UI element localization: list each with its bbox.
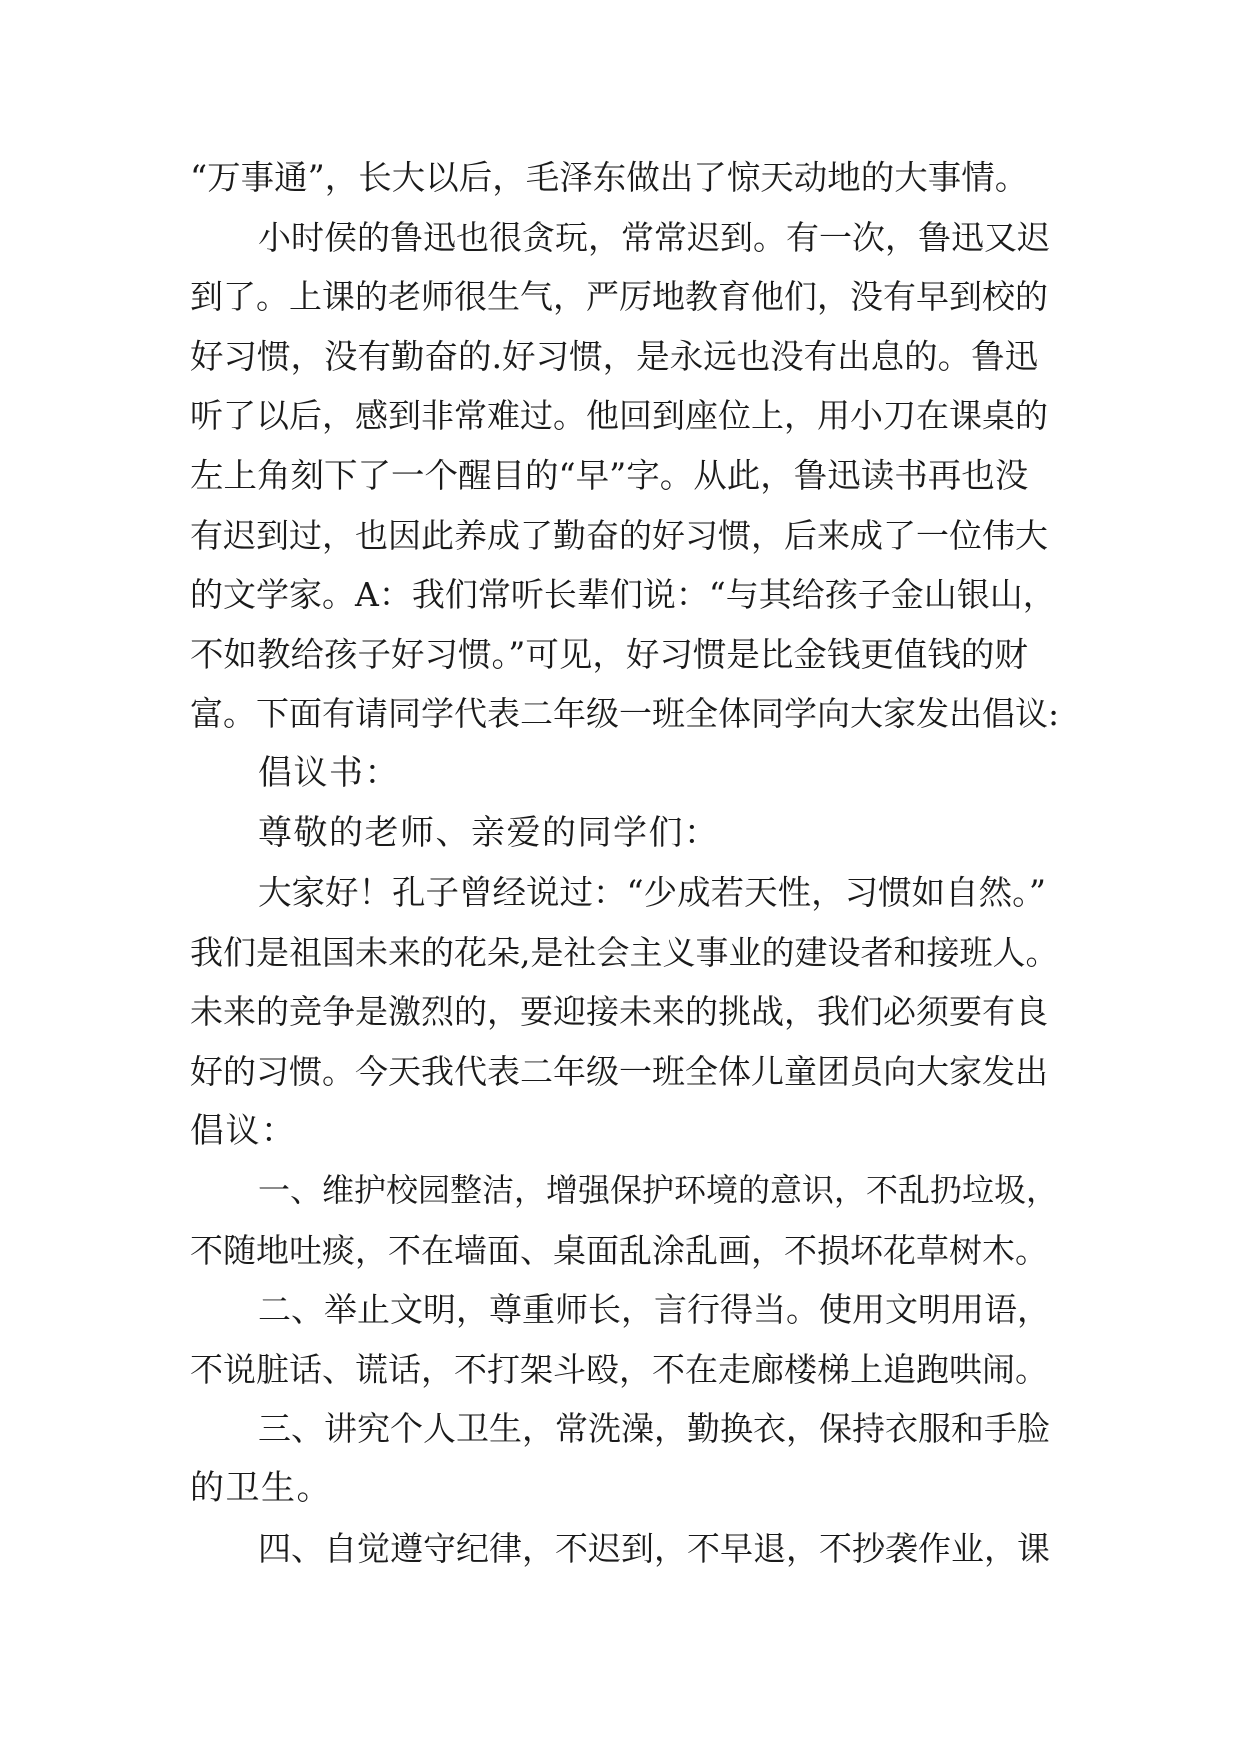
text-line: 到了。上课的老师很生气，严厉地教育他们，没有早到校的 [190, 277, 1048, 317]
text-line: 小时侯的鲁迅也很贪玩，常常迟到。有一次，鲁迅又迟 [258, 217, 1050, 257]
text-line: 左上角刻下了一个醒目的“早”字。从此，鲁迅读书再也没 [190, 455, 1029, 495]
text-line: 的文学家。A：我们常听长辈们说：“与其给孩子金山银山， [190, 575, 1056, 615]
text-line: 四、自觉遵守纪律，不迟到，不早退，不抄袭作业，课 [258, 1528, 1050, 1568]
text-line: 听了以后，感到非常难过。他回到座位上，用小刀在课桌的 [190, 396, 1048, 436]
text-line: “万事通”，长大以后，毛泽东做出了惊天动地的大事情。 [190, 158, 1029, 197]
text-line: 不如教给孩子好习惯。”可见，好习惯是比金钱更值钱的财 [190, 634, 1028, 674]
text-line: 一、维护校园整洁，增强保护环境的意识，不乱扔垃圾， [258, 1171, 1059, 1210]
text-line: 有迟到过，也因此养成了勤奋的好习惯，后来成了一位伟大 [190, 515, 1048, 555]
text-line: 好习惯，没有勤奋的.好习惯，是永远也没有出息的。鲁迅 [190, 336, 1039, 376]
text-line: 尊敬的老师、亲爱的同学们： [258, 812, 720, 853]
text-line: 不说脏话、谎话，不打架斗殴，不在走廊楼梯上追跑哄闹。 [190, 1349, 1048, 1389]
text-line: 的卫生。 [190, 1468, 332, 1509]
text-line: 二、举止文明，尊重师长，言行得当。使用文明用语， [258, 1290, 1050, 1330]
text-line: 三、讲究个人卫生，常洗澡，勤换衣，保持衣服和手脸 [258, 1409, 1050, 1449]
document-page [190, 148, 1060, 1578]
text-line: 不随地吐痰，不在墙面、桌面乱涂乱画，不损坏花草树木。 [190, 1230, 1048, 1270]
text-line: 倡议书： [258, 752, 400, 793]
text-line: 我们是祖国未来的花朵,是社会主义事业的建设者和接班人。 [190, 932, 1059, 972]
text-line: 大家好！孔子曾经说过：“少成若天性，习惯如自然。” [258, 873, 1047, 913]
text-line: 富。下面有请同学代表二年级一班全体同学向大家发出倡议: [190, 694, 1060, 734]
text-line: 好的习惯。今天我代表二年级一班全体儿童团员向大家发出 [190, 1051, 1048, 1091]
text-line: 未来的竞争是激烈的，要迎接未来的挑战，我们必须要有良 [190, 992, 1048, 1032]
text-line: 倡议： [190, 1110, 297, 1151]
